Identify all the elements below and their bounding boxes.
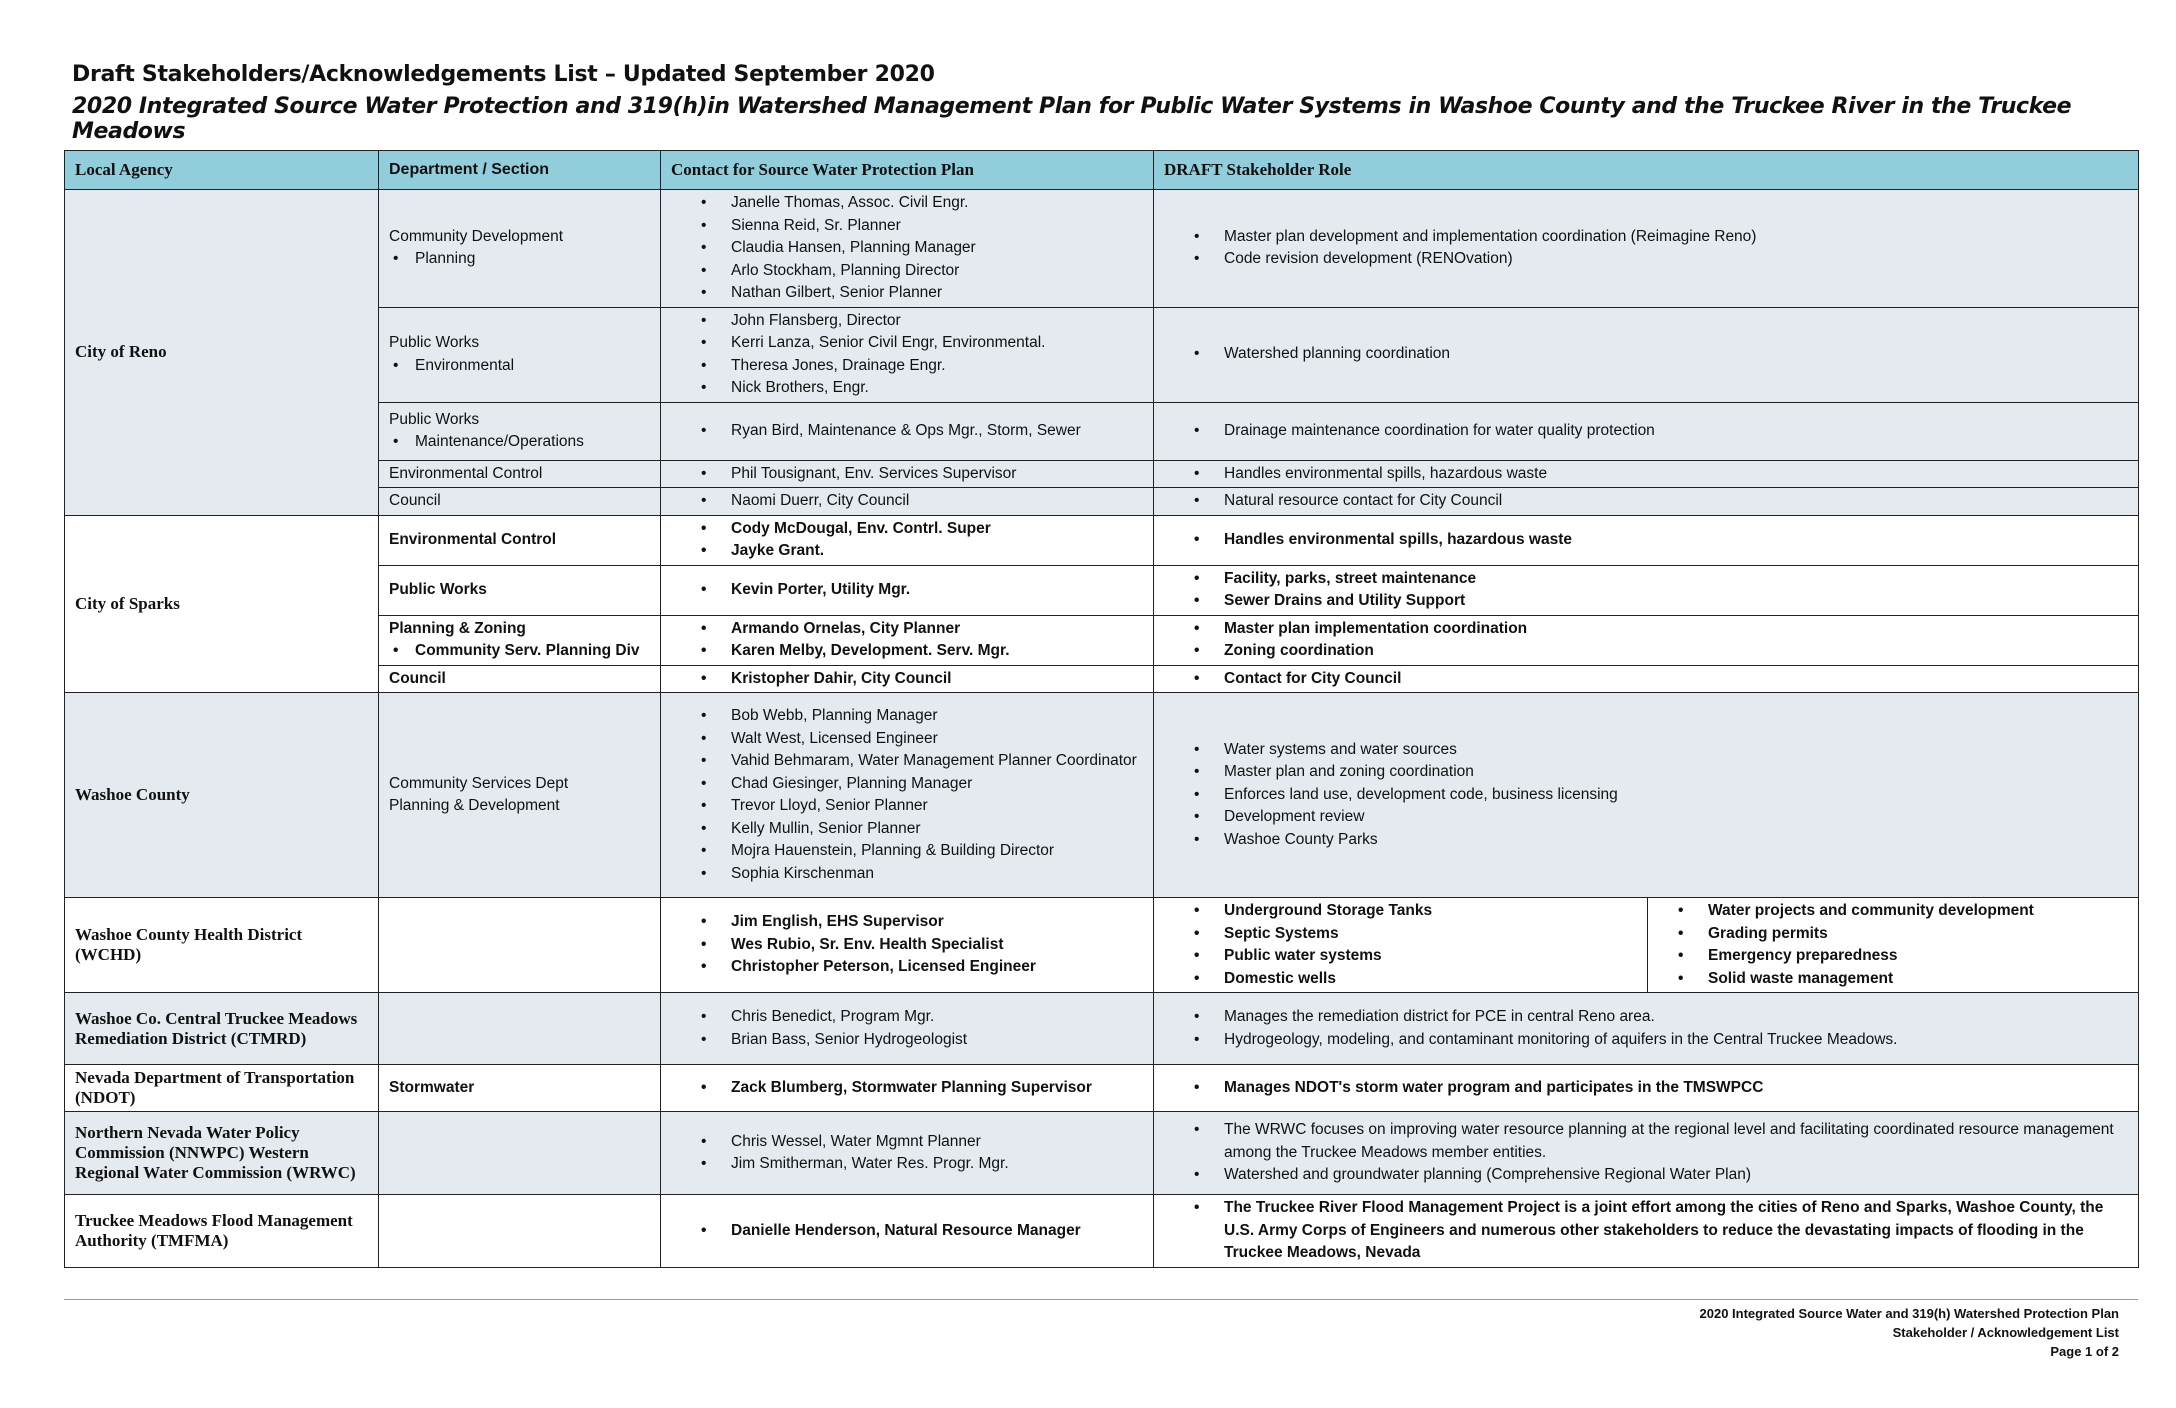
- contact-cell: [661, 1065, 1154, 1112]
- table-row: [65, 993, 2139, 1065]
- role-item: • Washoe County Parks: [1164, 829, 2128, 852]
- table-row: [65, 898, 2139, 993]
- contact-item: • Armando Ornelas, City Planner: [671, 618, 1143, 641]
- contact-item: • Jim Smitherman, Water Res. Progr. Mgr.: [671, 1153, 1143, 1176]
- contact-item: • Sophia Kirschenman: [671, 863, 1143, 886]
- contact-item: • John Flansberg, Director: [671, 310, 1143, 333]
- role-item: • The WRWC focuses on improving water resource planning at the regional level and facilitating coordinated resource management among the Truckee Meadows member entities.: [1164, 1119, 2128, 1164]
- contact-cell: [661, 460, 1154, 488]
- contact-item: • Christopher Peterson, Licensed Engineer: [671, 956, 1143, 979]
- role-item: • Public water systems: [1164, 945, 1647, 968]
- role-item: • Grading permits: [1648, 923, 2138, 946]
- footer-page-number: Page 1 of 2: [2050, 1344, 2119, 1359]
- role-cell: [1154, 402, 2139, 460]
- agency-cell: Northern Nevada Water Policy Commission (NNWPC) Western Regional Water Commission (WRWC): [65, 1112, 379, 1195]
- role-cell: [1154, 665, 2139, 693]
- role-item: • Manages NDOT's storm water program and participates in the TMSWPCC: [1164, 1077, 2128, 1100]
- contact-item: • Danielle Henderson, Natural Resource Manager: [671, 1220, 1143, 1243]
- department-label: Community Development: [389, 227, 564, 245]
- contact-cell: [661, 615, 1154, 665]
- contact-item: • Ryan Bird, Maintenance & Ops Mgr., Storm, Sewer: [671, 420, 1143, 443]
- role-item: • Development review: [1164, 806, 2128, 829]
- contact-item: • Claudia Hansen, Planning Manager: [671, 237, 1143, 260]
- department-subsection: • Maintenance/Operations: [389, 431, 650, 454]
- role-item: • Master plan implementation coordination: [1164, 618, 2128, 641]
- department-cell: [379, 898, 661, 993]
- header-contact: Contact for Source Water Protection Plan: [661, 151, 1154, 190]
- department-subsection: • Community Serv. Planning Div: [389, 640, 650, 663]
- role-item: • Water systems and water sources: [1164, 739, 2128, 762]
- role-cell: [1154, 515, 2139, 565]
- department-cell: Public Works: [379, 565, 661, 615]
- table-row: [65, 1112, 2139, 1195]
- footer-list-title: Stakeholder / Acknowledgement List: [1892, 1325, 2119, 1340]
- role-item: • Handles environmental spills, hazardous waste: [1164, 463, 2128, 486]
- table-header-row: [65, 151, 2139, 190]
- table-row: [65, 1065, 2139, 1112]
- role-cell: [1154, 307, 2139, 402]
- contact-item: • Chris Wessel, Water Mgmnt Planner: [671, 1131, 1143, 1154]
- table-row: [65, 190, 2139, 308]
- department-label: Planning & Zoning: [389, 619, 526, 637]
- role-item: • Handles environmental spills, hazardous waste: [1164, 529, 2128, 552]
- contact-item: • Chris Benedict, Program Mgr.: [671, 1006, 1143, 1029]
- contact-item: • Brian Bass, Senior Hydrogeologist: [671, 1029, 1143, 1052]
- department-cell: [379, 307, 661, 402]
- contact-cell: [661, 190, 1154, 308]
- department-label: Public Works: [389, 410, 480, 428]
- contact-item: • Jim English, EHS Supervisor: [671, 911, 1143, 934]
- department-label: Public Works: [389, 334, 480, 351]
- agency-cell: City of Reno: [65, 190, 379, 516]
- role-item: • Emergency preparedness: [1648, 945, 2138, 968]
- role-cell: [1154, 615, 2139, 665]
- role-item: • Master plan and zoning coordination: [1164, 761, 2128, 784]
- agency-cell: Washoe Co. Central Truckee Meadows Remediation District (CTMRD): [65, 993, 379, 1065]
- department-cell: Environmental Control: [379, 515, 661, 565]
- department-cell: [379, 1112, 661, 1195]
- contact-cell: [661, 898, 1154, 993]
- agency-cell: Washoe County Health District (WCHD): [65, 898, 379, 993]
- contact-item: • Theresa Jones, Drainage Engr.: [671, 355, 1143, 378]
- role-item: • Contact for City Council: [1164, 668, 2128, 691]
- role-cell: [1154, 190, 2139, 308]
- role-item: • Watershed planning coordination: [1164, 343, 2128, 366]
- role-cell: [1154, 488, 2139, 516]
- contact-item: • Zack Blumberg, Stormwater Planning Supervisor: [671, 1077, 1143, 1100]
- contact-cell: [661, 693, 1154, 898]
- role-cell: [1154, 1065, 2139, 1112]
- contact-item: • Kristopher Dahir, City Council: [671, 668, 1143, 691]
- agency-cell: Washoe County: [65, 693, 379, 898]
- contact-item: • Walt West, Licensed Engineer: [671, 728, 1143, 751]
- role-cell: [1154, 1195, 2139, 1268]
- department-cell: Council: [379, 665, 661, 693]
- agency-cell: Truckee Meadows Flood Management Authority (TMFMA): [65, 1195, 379, 1268]
- department-subsection: • Planning: [389, 248, 650, 271]
- role-item: • Master plan development and implementation coordination (Reimagine Reno): [1164, 226, 2128, 249]
- contact-item: • Mojra Hauenstein, Planning & Building Director: [671, 840, 1143, 863]
- role-item: • Solid waste management: [1648, 968, 2138, 991]
- role-item: • Code revision development (RENOvation): [1164, 248, 2128, 271]
- contact-item: • Wes Rubio, Sr. Env. Health Specialist: [671, 934, 1143, 957]
- role-item: • Hydrogeology, modeling, and contaminant monitoring of aquifers in the Central Truckee Meadows.: [1164, 1029, 2128, 1052]
- contact-item: • Jayke Grant.: [671, 540, 1143, 563]
- role-item: • Sewer Drains and Utility Support: [1164, 590, 2128, 613]
- contact-cell: [661, 1112, 1154, 1195]
- role-cell: [1154, 1112, 2139, 1195]
- contact-item: • Sienna Reid, Sr. Planner: [671, 215, 1143, 238]
- contact-item: • Phil Tousignant, Env. Services Supervisor: [671, 463, 1143, 486]
- role-item: • Manages the remediation district for PCE in central Reno area.: [1164, 1006, 2128, 1029]
- contact-item: • Kerri Lanza, Senior Civil Engr, Environmental.: [671, 332, 1143, 355]
- role-item: • Enforces land use, development code, business licensing: [1164, 784, 2128, 807]
- contact-cell: [661, 1195, 1154, 1268]
- contact-cell: [661, 515, 1154, 565]
- role-item: • Zoning coordination: [1164, 640, 2128, 663]
- contact-item: • Naomi Duerr, City Council: [671, 490, 1143, 513]
- role-cell: [1154, 460, 2139, 488]
- document-subtitle: 2020 Integrated Source Water Protection and 319(h)in Watershed Management Plan for Public Water Systems in Washoe County and the Truckee River in the Truckee Meadows: [72, 94, 2072, 144]
- contact-item: • Nathan Gilbert, Senior Planner: [671, 282, 1143, 305]
- contact-item: • Chad Giesinger, Planning Manager: [671, 773, 1143, 796]
- contact-item: • Karen Melby, Development. Serv. Mgr.: [671, 640, 1143, 663]
- contact-item: • Kevin Porter, Utility Mgr.: [671, 579, 1143, 602]
- department-cell: Environmental Control: [379, 460, 661, 488]
- table-row: [65, 515, 2139, 565]
- contact-cell: [661, 307, 1154, 402]
- contact-cell: [661, 665, 1154, 693]
- contact-item: • Cody McDougal, Env. Contrl. Super: [671, 518, 1143, 541]
- department-cell: Council: [379, 488, 661, 516]
- header-department: Department / Section: [379, 151, 661, 190]
- contact-item: • Kelly Mullin, Senior Planner: [671, 818, 1143, 841]
- stakeholder-table: [64, 150, 2139, 1268]
- department-cell: [379, 190, 661, 308]
- agency-cell: Nevada Department of Transportation (NDOT): [65, 1065, 379, 1112]
- contact-item: • Vahid Behmaram, Water Management Planner Coordinator: [671, 750, 1143, 773]
- table-row: [65, 1195, 2139, 1268]
- page-footer: [1700, 1304, 2119, 1361]
- role-cell: [1154, 993, 2139, 1065]
- role-item: • Domestic wells: [1164, 968, 1647, 991]
- contact-item: • Nick Brothers, Engr.: [671, 377, 1143, 400]
- department-cell: [379, 693, 661, 898]
- department-cell: [379, 615, 661, 665]
- department-label: Community Services Dept: [389, 774, 569, 792]
- department-cell: [379, 993, 661, 1065]
- role-item: • The Truckee River Flood Management Project is a joint effort among the cities of Reno and Sparks, Washoe County, the U.S. Army Corps of Engineers and numerous other stakeholders to reduce the devastating impacts of flooding in the Truckee Meadows, Nevada: [1164, 1197, 2128, 1265]
- contact-cell: [661, 488, 1154, 516]
- department-cell: [379, 1195, 661, 1268]
- document-title: Draft Stakeholders/Acknowledgements List – Updated September 2020: [72, 62, 935, 87]
- department-subsection: • Environmental: [389, 355, 650, 378]
- contact-cell: [661, 565, 1154, 615]
- role-item: • Drainage maintenance coordination for water quality protection: [1164, 420, 2128, 443]
- department-cell: Stormwater: [379, 1065, 661, 1112]
- role-cell: [1154, 693, 2139, 898]
- contact-cell: [661, 402, 1154, 460]
- department-label: Planning & Development: [389, 797, 560, 814]
- header-stakeholder-role: DRAFT Stakeholder Role: [1154, 151, 2139, 190]
- role-column-right: [1647, 898, 2138, 992]
- table-row: [65, 693, 2139, 898]
- header-local-agency: Local Agency: [65, 151, 379, 190]
- footer-divider: [64, 1299, 2138, 1300]
- contact-item: • Arlo Stockham, Planning Director: [671, 260, 1143, 283]
- role-item: • Water projects and community development: [1648, 900, 2138, 923]
- agency-cell: City of Sparks: [65, 515, 379, 693]
- role-item: • Underground Storage Tanks: [1164, 900, 1647, 923]
- role-column-left: [1164, 898, 1647, 992]
- department-cell: [379, 402, 661, 460]
- contact-item: • Bob Webb, Planning Manager: [671, 705, 1143, 728]
- role-cell: [1154, 565, 2139, 615]
- role-item: • Watershed and groundwater planning (Comprehensive Regional Water Plan): [1164, 1164, 2128, 1187]
- contact-cell: [661, 993, 1154, 1065]
- role-item: • Natural resource contact for City Council: [1164, 490, 2128, 513]
- role-item: • Septic Systems: [1164, 923, 1647, 946]
- role-item: • Facility, parks, street maintenance: [1164, 568, 2128, 591]
- contact-item: • Janelle Thomas, Assoc. Civil Engr.: [671, 192, 1143, 215]
- footer-plan-title: 2020 Integrated Source Water and 319(h) Watershed Protection Plan: [1699, 1306, 2119, 1321]
- role-cell: [1154, 898, 2139, 993]
- contact-item: • Trevor Lloyd, Senior Planner: [671, 795, 1143, 818]
